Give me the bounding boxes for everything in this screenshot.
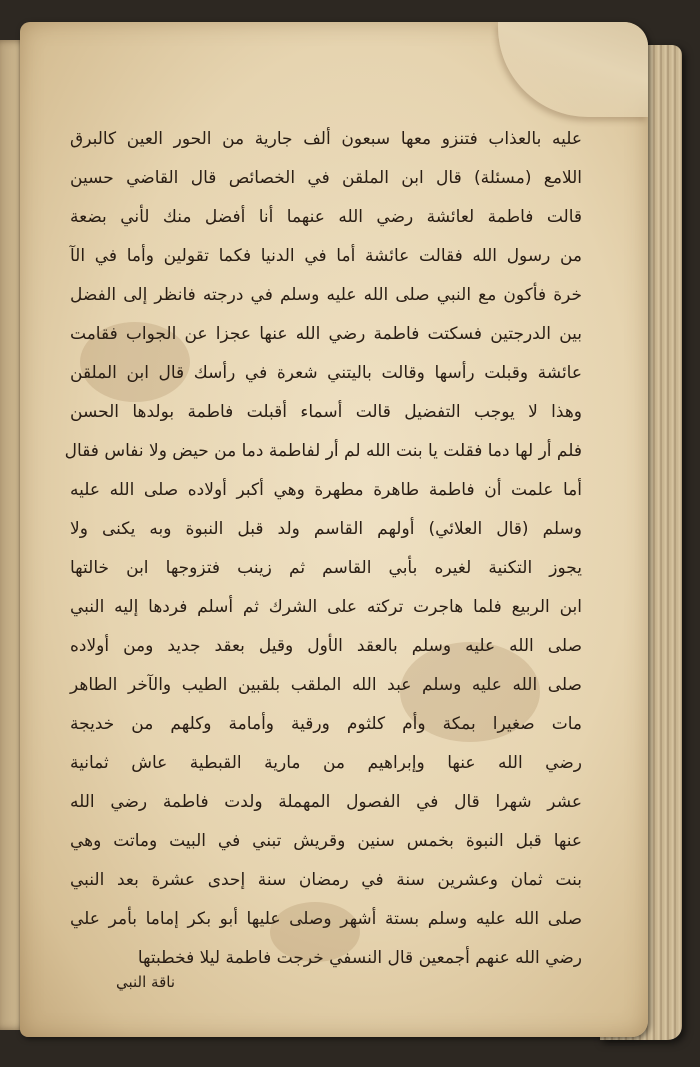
text-line: عليه بالعذاب فتنزو معها سبعون ألف جارية من الحور العين كالبرق <box>70 129 582 149</box>
folded-corner <box>498 22 648 117</box>
text-line: يجوز التكنية لغيره بأبي القاسم ثم زينب فتزوجها ابن خالتها <box>70 558 582 578</box>
text-line: قالت فاطمة لعائشة رضي الله عنهما أنا أفضل منك لأني بضعة <box>70 207 582 227</box>
text-line: خرة فأكون مع النبي صلى الله عليه وسلم في درجته فانظر إلى الفضل <box>70 285 582 305</box>
text-line: عائشة وقبلت رأسها وقالت باليتني شعرة في رأسك قال ابن الملقن <box>70 363 582 383</box>
text-line: أما علمت أن فاطمة طاهرة مطهرة وهي أكبر أولاده صلى الله عليه <box>70 480 582 500</box>
text-line: عنها قبل النبوة بخمس سنين وقريش تبني في البيت وماتت وهي <box>70 831 582 851</box>
catchword: ناقة النبي <box>116 973 176 991</box>
text-line: صلى الله عليه وسلم عبد الله الملقب بلقبين الطيب والآخر الطاهر <box>70 675 582 695</box>
text-line: صلى الله عليه وسلم بستة أشهر وصلى عليها أبو بكر إماما بأمر علي <box>70 909 582 929</box>
text-line: رضي الله عنهم أجمعين قال النسفي خرجت فاطمة ليلا فخطبتها <box>137 948 582 968</box>
manuscript-page <box>20 22 648 1037</box>
text-line: رضي الله عنها وإبراهيم من مارية القبطية عاش ثمانية <box>70 753 582 773</box>
text-line: مات صغيرا بمكة وأم كلثوم ورقية وأمامة وكلهم من خديجة <box>70 714 582 734</box>
text-line: بنت ثمان وعشرين سنة في رمضان سنة إحدى عشرة بعد النبي <box>70 870 582 890</box>
manuscript-text-block <box>64 120 582 978</box>
text-line: ابن الربيع فلما هاجرت تركته على الشرك ثم أسلم فردها إليه النبي <box>70 597 582 617</box>
text-line: بين الدرجتين فسكتت فاطمة رضي الله عنها عجزا عن الجواب فقامت <box>70 324 582 344</box>
text-line: وسلم (قال العلائي) أولهم القاسم ولد قبل النبوة وبه يكنى ولا <box>70 519 582 539</box>
text-line: فلم أر لها دما فقلت يا بنت الله لم أر لفاطمة دما من حيض ولا نفاس فقال <box>64 441 582 461</box>
text-line: اللامع (مسئلة) قال ابن الملقن في الخصائص قال القاضي حسين <box>70 168 582 188</box>
text-line: صلى الله عليه وسلم بالعقد الأول وقيل بعقد جديد ومن أولاده <box>70 636 582 656</box>
text-line: من رسول الله فقالت عائشة أما في الدنيا فكما تقولين وأما في الآ <box>70 246 582 266</box>
text-line: وهذا لا يوجب التفضيل قالت أسماء أقبلت فاطمة بولدها الحسن <box>70 402 582 422</box>
text-line: عشر شهرا قال في الفصول المهملة ولدت فاطمة رضي الله <box>70 792 582 812</box>
